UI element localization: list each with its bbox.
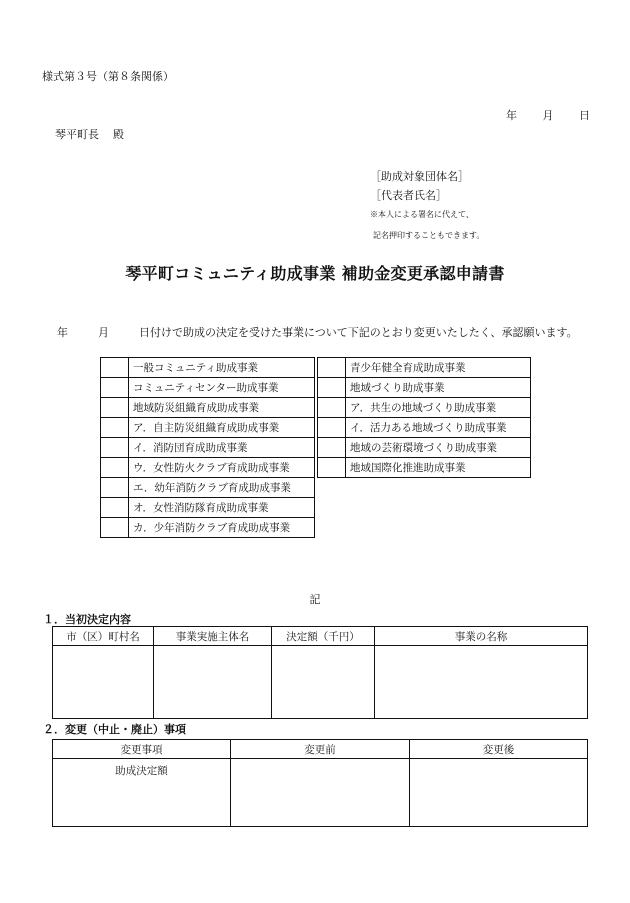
program-row — [101, 358, 315, 378]
program-checkbox-left-1[interactable] — [101, 378, 129, 398]
applicant-org-label: ［助成対象団体名］ — [370, 170, 469, 183]
applicant-rep-label: ［代表者氏名］ — [370, 189, 447, 202]
program-row — [101, 478, 315, 498]
col-change-item: 変更事項 — [53, 740, 231, 759]
intro-year-label: 年 — [57, 326, 68, 339]
col-after-change: 変更後 — [410, 740, 588, 759]
program-checkbox-right-3[interactable] — [318, 418, 346, 438]
program-checkbox-left-3[interactable] — [101, 418, 129, 438]
program-label: 地域の芸術環境づくり助成事業 — [346, 438, 531, 458]
program-row — [318, 398, 531, 418]
date-day-label: 日 — [579, 109, 590, 122]
program-label: コミュニティセンター助成事業 — [129, 378, 315, 398]
change-item-cell: 助成決定額 — [53, 759, 231, 827]
before-change-cell[interactable] — [231, 759, 410, 827]
implementer-cell[interactable] — [154, 646, 272, 719]
program-row — [101, 418, 315, 438]
program-row — [318, 438, 531, 458]
program-checkbox-left-4[interactable] — [101, 438, 129, 458]
date-month-label: 月 — [542, 109, 554, 122]
program-checkbox-left-5[interactable] — [101, 458, 129, 478]
program-row — [318, 458, 531, 478]
addressee-honorific: 殿 — [113, 128, 124, 141]
form-number: 様式第３号（第８条関係） — [42, 70, 174, 83]
program-checkbox-left-0[interactable] — [101, 358, 129, 378]
program-checkbox-right-4[interactable] — [318, 438, 346, 458]
program-row — [318, 418, 531, 438]
document-title-part2: 補助金変更承認申請書 — [341, 264, 505, 283]
document-title — [0, 261, 630, 284]
after-change-cell[interactable] — [410, 759, 588, 827]
col-decided-amount: 決定額（千円） — [272, 627, 375, 646]
col-project-name: 事業の名称 — [375, 627, 588, 646]
program-label: 地域国際化推進助成事業 — [346, 458, 531, 478]
col-implementer: 事業実施主体名 — [154, 627, 272, 646]
signature-note-line1: ※本人による署名に代えて、 — [370, 210, 474, 219]
project-name-cell[interactable] — [375, 646, 588, 719]
program-row — [101, 438, 315, 458]
program-label: ア．自主防災組織育成助成事業 — [129, 418, 315, 438]
program-row — [101, 498, 315, 518]
document-title-part1: 琴平町コミュニティ助成事業 — [125, 264, 336, 283]
program-checkbox-left-6[interactable] — [101, 478, 129, 498]
program-list-right — [317, 357, 531, 478]
program-checkbox-right-1[interactable] — [318, 378, 346, 398]
change-items-table — [52, 739, 588, 827]
table-row — [53, 646, 588, 719]
program-label: イ．活力ある地域づくり助成事業 — [346, 418, 531, 438]
program-checkbox-left-8[interactable] — [101, 518, 129, 538]
program-label: 地域づくり助成事業 — [346, 378, 531, 398]
intro-sentence — [57, 324, 578, 340]
program-checkbox-right-2[interactable] — [318, 398, 346, 418]
program-label: ア．共生の地域づくり助成事業 — [346, 398, 531, 418]
signature-note-line2: 記名押印することもできます。 — [373, 231, 485, 240]
program-label: 地域防災組織育成助成事業 — [129, 398, 315, 418]
program-label: カ．少年消防クラブ育成助成事業 — [129, 518, 315, 538]
intro-text: 日付けで助成の決定を受けた事業について下記のとおり変更いたしたく、承認願います。 — [139, 326, 578, 339]
program-row — [101, 378, 315, 398]
program-list-left — [100, 357, 315, 538]
date-year-label: 年 — [506, 109, 517, 122]
program-label: オ．女性消防隊育成助成事業 — [129, 498, 315, 518]
program-row — [318, 358, 531, 378]
program-checkbox-left-7[interactable] — [101, 498, 129, 518]
program-row — [101, 398, 315, 418]
program-label: 青少年健全育成助成事業 — [346, 358, 531, 378]
program-row — [318, 378, 531, 398]
col-municipality: 市（区）町村名 — [53, 627, 154, 646]
program-row — [101, 458, 315, 478]
decided-amount-cell[interactable] — [272, 646, 375, 719]
section2-heading: ２．変更（中止・廃止）事項 — [43, 723, 186, 736]
table-row — [53, 759, 588, 827]
program-label: エ．幼年消防クラブ育成助成事業 — [129, 478, 315, 498]
program-label: ウ．女性防火クラブ育成助成事業 — [129, 458, 315, 478]
program-checkbox-left-2[interactable] — [101, 398, 129, 418]
ki-marker: 記 — [309, 593, 321, 606]
initial-decision-table — [52, 626, 588, 719]
intro-month-label: 月 — [98, 326, 109, 339]
section1-heading: １．当初決定内容 — [43, 613, 131, 626]
program-checkbox-right-0[interactable] — [318, 358, 346, 378]
program-row — [101, 518, 315, 538]
addressee-name: 琴平町長 — [55, 128, 99, 141]
col-before-change: 変更前 — [231, 740, 410, 759]
addressee — [55, 126, 124, 142]
program-label: 一般コミュニティ助成事業 — [129, 358, 315, 378]
program-checkbox-right-5[interactable] — [318, 458, 346, 478]
date-fields — [506, 107, 590, 123]
municipality-cell[interactable] — [53, 646, 154, 719]
program-label: イ．消防団育成助成事業 — [129, 438, 315, 458]
